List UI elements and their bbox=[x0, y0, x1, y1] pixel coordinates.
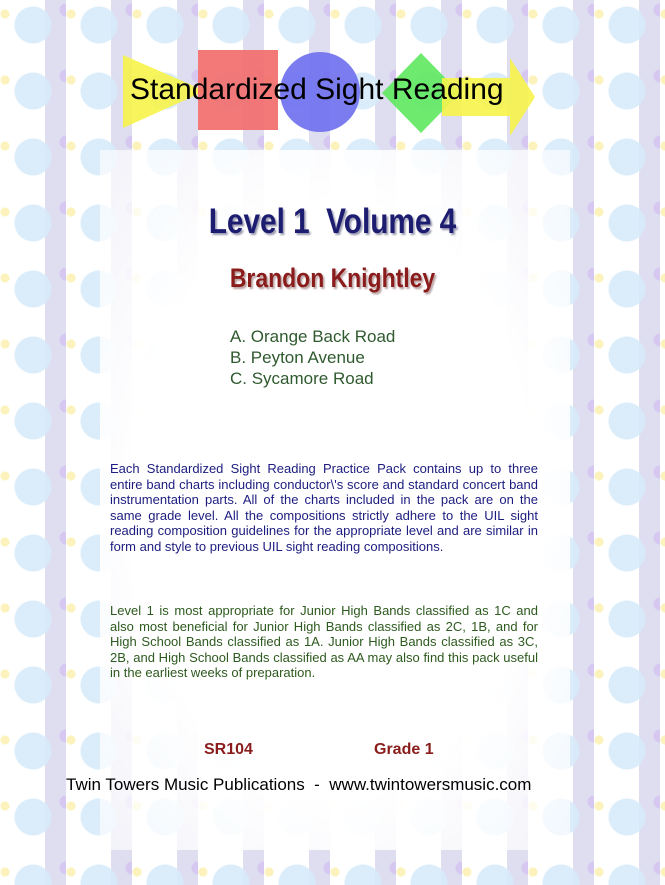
volume-title: Level 1 Volume 4 bbox=[208, 202, 457, 241]
description-paragraph: Each Standardized Sight Reading Practice Pack contains up to three entire band charts including conductor\'s score and standard concert band instrumentation parts. All of the charts included in the pack are on the same grade level. All the compositions strictly adhere to the UIL sight reading composition guidelines for the appropriate level and are similar in form and style to previous UIL sight reading compositions. bbox=[110, 461, 538, 554]
level-note-paragraph: Level 1 is most appropriate for Junior High Bands classified as 1C and also most beneficial for Junior High Bands classified as 2C, 1B, and for High School Bands classified as 1A. Junior High Bands classified as 3C, 2B, and High School Bands classified as AA may also find this pack useful in the earliest weeks of preparation. bbox=[110, 603, 538, 681]
song-item: A. Orange Back Road bbox=[230, 327, 396, 346]
product-code: SR104 bbox=[204, 741, 253, 758]
song-item: B. Peyton Avenue bbox=[230, 348, 365, 367]
grade-label: Grade 1 bbox=[374, 741, 434, 758]
author-name: Brandon Knightley bbox=[229, 263, 436, 293]
song-list bbox=[230, 326, 395, 389]
publisher-footer: Twin Towers Music Publications - www.twintowersmusic.com bbox=[66, 775, 532, 794]
banner-title: Standardized Sight Reading bbox=[130, 73, 504, 106]
song-item: C. Sycamore Road bbox=[230, 369, 374, 388]
